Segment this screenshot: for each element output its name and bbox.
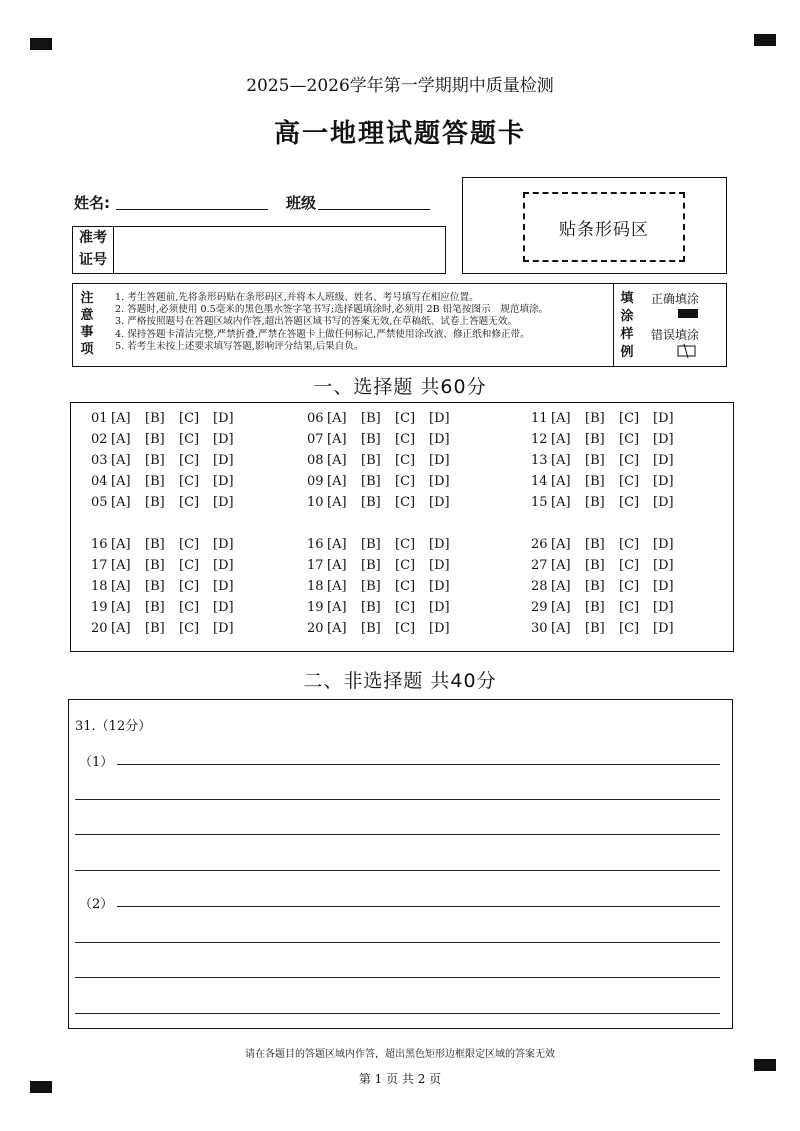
mc-option-bubble[interactable]: [D] [213, 495, 234, 510]
mc-option-bubble[interactable]: [A] [551, 495, 571, 510]
mc-option-bubble[interactable]: [C] [395, 411, 416, 426]
mc-option-bubble[interactable]: [D] [653, 474, 674, 489]
mc-question-row [91, 411, 247, 426]
mc-question-number: 13 [531, 453, 548, 468]
mc-question-row [307, 579, 463, 594]
mc-question-number: 03 [91, 453, 108, 468]
mc-question-number: 19 [91, 600, 108, 615]
mc-question-row [91, 474, 247, 489]
mc-option-bubble[interactable]: [C] [619, 453, 640, 468]
mc-option-bubble[interactable]: [A] [327, 537, 347, 552]
mc-option-bubble[interactable]: [C] [619, 537, 640, 552]
mc-option-bubble[interactable]: [B] [585, 453, 605, 468]
mc-option-bubble[interactable]: [B] [361, 558, 381, 573]
answer-line[interactable] [117, 764, 720, 765]
mc-question-row [307, 621, 463, 636]
mc-question-row [91, 453, 247, 468]
mc-question-row [531, 600, 687, 615]
notice-list [115, 292, 645, 353]
mc-option-bubble[interactable]: [C] [619, 495, 640, 510]
mc-option-bubble[interactable]: [D] [429, 495, 450, 510]
mc-option-bubble[interactable]: [D] [213, 537, 234, 552]
mc-option-bubble[interactable]: [B] [585, 558, 605, 573]
mc-option-bubble[interactable]: [A] [111, 579, 131, 594]
mc-option-bubble[interactable]: [C] [395, 579, 416, 594]
mc-option-bubble[interactable]: [C] [619, 621, 640, 636]
mc-question-number: 11 [531, 411, 548, 426]
mc-option-bubble[interactable]: [B] [145, 600, 165, 615]
fill-heading-char: 样 [620, 327, 634, 342]
mc-option-bubble[interactable]: [A] [327, 411, 347, 426]
mc-option-bubble[interactable]: [A] [551, 600, 571, 615]
barcode-label: 贴条形码区 [559, 219, 649, 240]
mc-option-bubble[interactable]: [A] [327, 600, 347, 615]
answer-line[interactable] [75, 1013, 720, 1014]
mc-question-number: 02 [91, 432, 108, 447]
mc-option-bubble[interactable]: [B] [585, 537, 605, 552]
mc-question-row [531, 411, 687, 426]
answer-line[interactable] [75, 870, 720, 871]
mc-question-row [531, 579, 687, 594]
mc-option-bubble[interactable]: [D] [213, 579, 234, 594]
mc-question-row [307, 495, 463, 510]
mc-option-bubble[interactable]: [D] [429, 621, 450, 636]
answer-line[interactable] [75, 834, 720, 835]
mc-option-bubble[interactable]: [A] [551, 558, 571, 573]
mc-option-bubble[interactable]: [B] [145, 432, 165, 447]
mc-option-bubble[interactable]: [A] [327, 432, 347, 447]
mc-option-bubble[interactable]: [A] [111, 474, 131, 489]
mc-option-bubble[interactable]: [D] [653, 537, 674, 552]
mc-option-bubble[interactable]: [D] [213, 621, 234, 636]
mc-option-bubble[interactable]: [A] [111, 411, 131, 426]
mc-option-bubble[interactable]: [D] [653, 495, 674, 510]
mc-option-bubble[interactable]: [C] [619, 411, 640, 426]
mc-question-number: 05 [91, 495, 108, 510]
mc-option-bubble[interactable]: [D] [429, 411, 450, 426]
mc-option-bubble[interactable]: [B] [585, 600, 605, 615]
class-label: 班级 [286, 194, 317, 212]
mc-option-bubble[interactable]: [A] [111, 621, 131, 636]
mc-option-bubble[interactable]: [D] [213, 432, 234, 447]
mc-option-bubble[interactable]: [C] [179, 432, 200, 447]
page-number: 第 1 页 共 2 页 [358, 1072, 442, 1086]
mc-question-row [531, 495, 687, 510]
mc-option-bubble[interactable]: [A] [111, 453, 131, 468]
mc-question-row [91, 600, 247, 615]
mc-option-bubble[interactable]: [B] [361, 453, 381, 468]
wrong-fill-label: 错误填涂 [651, 328, 700, 342]
mc-question-number: 30 [531, 621, 548, 636]
name-field[interactable] [116, 209, 268, 210]
answer-line[interactable] [75, 977, 720, 978]
mc-option-bubble[interactable]: [B] [361, 579, 381, 594]
mc-option-bubble[interactable]: [A] [551, 579, 571, 594]
mc-question-number: 12 [531, 432, 548, 447]
mc-option-bubble[interactable]: [C] [619, 474, 640, 489]
mc-option-bubble[interactable]: [D] [213, 474, 234, 489]
notice-item: 5. 若考生未按上述要求填写答题,影响评分结果,后果自负。 [115, 340, 364, 352]
q31-part1-label: （1） [79, 755, 114, 770]
mc-question-number: 06 [307, 411, 324, 426]
mc-option-bubble[interactable]: [A] [327, 474, 347, 489]
mc-option-bubble[interactable]: [A] [327, 621, 347, 636]
notice-heading [79, 290, 95, 358]
mc-option-bubble[interactable]: [B] [145, 537, 165, 552]
mc-question-number: 16 [307, 537, 324, 552]
mc-question-row [307, 453, 463, 468]
q31-part2-label: （2） [79, 897, 114, 912]
mc-option-bubble[interactable]: [C] [179, 474, 200, 489]
mc-question-row [531, 474, 687, 489]
admission-id-label [73, 227, 114, 273]
mc-question-row [91, 579, 247, 594]
mc-option-bubble[interactable]: [C] [179, 453, 200, 468]
notice-heading-char: 事 [80, 325, 94, 340]
mc-question-row [307, 600, 463, 615]
mc-option-bubble[interactable]: [C] [179, 411, 200, 426]
notice-item: 3. 严格按照题号在答题区域内作答,超出答题区域书写的答案无效,在草稿纸、试卷上答题无效。 [115, 316, 518, 328]
mc-section-title: 一、选择题 共60分 [313, 376, 487, 398]
mc-question-row [91, 621, 247, 636]
mc-option-bubble[interactable]: [D] [429, 558, 450, 573]
mc-option-bubble[interactable]: [D] [429, 600, 450, 615]
wrong-fill-example-icon [676, 343, 698, 359]
barcode-panel [462, 177, 727, 274]
mc-option-bubble[interactable]: [B] [361, 411, 381, 426]
mc-question-row [531, 621, 687, 636]
mc-option-bubble[interactable]: [D] [213, 453, 234, 468]
mc-option-bubble[interactable]: [D] [653, 579, 674, 594]
mc-question-row [531, 558, 687, 573]
mc-option-bubble[interactable]: [A] [551, 411, 571, 426]
mc-option-bubble[interactable]: [B] [361, 600, 381, 615]
mc-question-number: 19 [307, 600, 324, 615]
mc-option-bubble[interactable]: [C] [619, 558, 640, 573]
mc-question-row [531, 537, 687, 552]
mc-option-bubble[interactable]: [B] [361, 474, 381, 489]
admission-id-label-line2: 证号 [79, 252, 107, 268]
mc-question-row [307, 411, 463, 426]
answer-line[interactable] [75, 799, 720, 800]
notice-box [72, 283, 727, 367]
mc-option-bubble[interactable]: [A] [111, 432, 131, 447]
mc-option-bubble[interactable]: [C] [619, 432, 640, 447]
mc-question-number: 26 [531, 537, 548, 552]
mc-question-number: 20 [91, 621, 108, 636]
correct-fill-example [678, 309, 698, 318]
mc-option-bubble[interactable]: [C] [395, 495, 416, 510]
mc-option-bubble[interactable]: [B] [145, 579, 165, 594]
mc-question-number: 28 [531, 579, 548, 594]
mc-question-row [91, 495, 247, 510]
mc-answer-box [70, 402, 734, 652]
mc-option-bubble[interactable]: [A] [327, 558, 347, 573]
mc-option-bubble[interactable]: [A] [551, 621, 571, 636]
mc-option-bubble[interactable]: [D] [429, 474, 450, 489]
mc-option-bubble[interactable]: [D] [653, 453, 674, 468]
mc-option-bubble[interactable]: [C] [179, 621, 200, 636]
mc-option-bubble[interactable]: [B] [145, 558, 165, 573]
mc-option-bubble[interactable]: [D] [213, 600, 234, 615]
notice-item: 2. 答题时,必须使用 0.5毫米的黑色墨水签字笔书写;选择题填涂时,必须用 2B 铅笔按图示 规范填涂。 [115, 304, 549, 316]
mc-option-bubble[interactable]: [C] [179, 600, 200, 615]
notice-item: 1. 考生答题前,先将条形码贴在条形码区,并将本人班级、姓名、考号填写在相应位置。 [115, 292, 479, 303]
barcode-area [523, 192, 685, 262]
mc-option-bubble[interactable]: [D] [653, 432, 674, 447]
mc-question-number: 15 [531, 495, 548, 510]
mc-option-bubble[interactable]: [B] [361, 495, 381, 510]
answer-line[interactable] [117, 906, 720, 907]
fill-heading-char: 例 [620, 345, 634, 360]
mc-question-number: 17 [91, 558, 108, 573]
mc-question-row [531, 453, 687, 468]
mc-option-bubble[interactable]: [D] [429, 537, 450, 552]
mc-question-row [91, 537, 247, 552]
mc-option-bubble[interactable]: [B] [585, 495, 605, 510]
mc-option-bubble[interactable]: [A] [327, 495, 347, 510]
mc-question-number: 17 [307, 558, 324, 573]
mc-question-number: 29 [531, 600, 548, 615]
mc-option-bubble[interactable]: [C] [395, 537, 416, 552]
mc-question-row [91, 558, 247, 573]
mc-option-bubble[interactable]: [D] [429, 579, 450, 594]
mc-option-bubble[interactable]: [A] [551, 453, 571, 468]
mc-option-bubble[interactable]: [A] [551, 432, 571, 447]
mc-option-bubble[interactable]: [C] [395, 621, 416, 636]
fill-heading-char: 填 [620, 291, 634, 306]
mc-question-row [307, 432, 463, 447]
mc-option-bubble[interactable]: [A] [327, 453, 347, 468]
class-field[interactable] [318, 209, 430, 210]
mc-option-bubble[interactable]: [A] [327, 579, 347, 594]
mc-option-bubble[interactable]: [D] [213, 411, 234, 426]
mc-question-number: 16 [91, 537, 108, 552]
mc-option-bubble[interactable]: [A] [111, 495, 131, 510]
mc-option-bubble[interactable]: [B] [585, 621, 605, 636]
mc-option-bubble[interactable]: [B] [361, 537, 381, 552]
mc-option-bubble[interactable]: [D] [429, 453, 450, 468]
mc-option-bubble[interactable]: [D] [653, 411, 674, 426]
mc-option-bubble[interactable]: [B] [145, 621, 165, 636]
timing-mark-top-right [754, 34, 776, 46]
notice-heading-char: 意 [80, 308, 94, 323]
mc-option-bubble[interactable]: [C] [179, 495, 200, 510]
footer-note: 请在各题目的答题区域内作答，超出黑色矩形边框限定区域的答案无效 [245, 1049, 555, 1060]
mc-option-bubble[interactable]: [A] [551, 474, 571, 489]
mc-question-number: 27 [531, 558, 548, 573]
exam-subtitle: 2025—2026学年第一学期期中质量检测 [246, 76, 554, 96]
mc-option-bubble[interactable]: [C] [179, 558, 200, 573]
name-label: 姓名: [74, 194, 110, 212]
mc-question-number: 04 [91, 474, 108, 489]
mc-option-bubble[interactable]: [B] [145, 411, 165, 426]
mc-option-bubble[interactable]: [C] [179, 537, 200, 552]
page-title: 高一地理试题答题卡 [273, 119, 526, 149]
mc-question-number: 07 [307, 432, 324, 447]
mc-option-bubble[interactable]: [C] [395, 558, 416, 573]
mc-option-bubble[interactable]: [C] [395, 453, 416, 468]
mc-question-number: 09 [307, 474, 324, 489]
mc-option-bubble[interactable]: [A] [111, 600, 131, 615]
mc-option-bubble[interactable]: [B] [585, 432, 605, 447]
mc-option-bubble[interactable]: [B] [585, 579, 605, 594]
mc-question-row [91, 432, 247, 447]
mc-question-row [307, 558, 463, 573]
mc-question-number: 18 [307, 579, 324, 594]
mc-option-bubble[interactable]: [D] [653, 600, 674, 615]
mc-option-bubble[interactable]: [B] [585, 411, 605, 426]
fill-example-heading [619, 290, 635, 362]
mc-question-number: 18 [91, 579, 108, 594]
q31-label: 31.（12分） [75, 719, 152, 734]
timing-mark-top-left [30, 38, 52, 50]
mc-option-bubble[interactable]: [C] [179, 579, 200, 594]
mc-option-bubble[interactable]: [B] [361, 621, 381, 636]
mc-option-bubble[interactable]: [B] [145, 474, 165, 489]
mc-option-bubble[interactable]: [C] [619, 600, 640, 615]
notice-divider [613, 284, 614, 366]
mc-option-bubble[interactable]: [C] [395, 474, 416, 489]
notice-item: 4. 保持答题卡清洁完整,严禁折叠,严禁在答题卡上做任何标记,严禁使用涂改液、修正纸和修正带。 [115, 328, 530, 340]
correct-fill-label: 正确填涂 [651, 292, 700, 306]
mc-option-bubble[interactable]: [D] [653, 558, 674, 573]
mc-question-row [531, 432, 687, 447]
mc-option-bubble[interactable]: [D] [653, 621, 674, 636]
mc-option-bubble[interactable]: [C] [395, 432, 416, 447]
notice-heading-char: 注 [80, 291, 94, 306]
mc-option-bubble[interactable]: [B] [145, 495, 165, 510]
fr-section-title: 二、非选择题 共40分 [303, 670, 497, 692]
mc-question-row [307, 537, 463, 552]
admission-id-box[interactable] [72, 226, 446, 274]
fill-heading-char: 涂 [620, 309, 634, 324]
mc-option-bubble[interactable]: [A] [111, 537, 131, 552]
mc-question-row [307, 474, 463, 489]
mc-option-bubble[interactable]: [D] [429, 432, 450, 447]
fr-answer-box [68, 699, 733, 1029]
mc-option-bubble[interactable]: [A] [111, 558, 131, 573]
mc-option-bubble[interactable]: [B] [145, 453, 165, 468]
mc-option-bubble[interactable]: [D] [213, 558, 234, 573]
mc-option-bubble[interactable]: [B] [361, 432, 381, 447]
mc-question-number: 20 [307, 621, 324, 636]
mc-question-number: 10 [307, 495, 324, 510]
mc-option-bubble[interactable]: [A] [551, 537, 571, 552]
admission-id-label-line1: 准考 [79, 230, 107, 246]
mc-question-number: 14 [531, 474, 548, 489]
mc-question-number: 01 [91, 411, 108, 426]
mc-option-bubble[interactable]: [C] [619, 579, 640, 594]
answer-line[interactable] [75, 942, 720, 943]
notice-heading-char: 项 [80, 342, 94, 357]
mc-option-bubble[interactable]: [C] [395, 600, 416, 615]
mc-option-bubble[interactable]: [B] [585, 474, 605, 489]
mc-question-number: 08 [307, 453, 324, 468]
